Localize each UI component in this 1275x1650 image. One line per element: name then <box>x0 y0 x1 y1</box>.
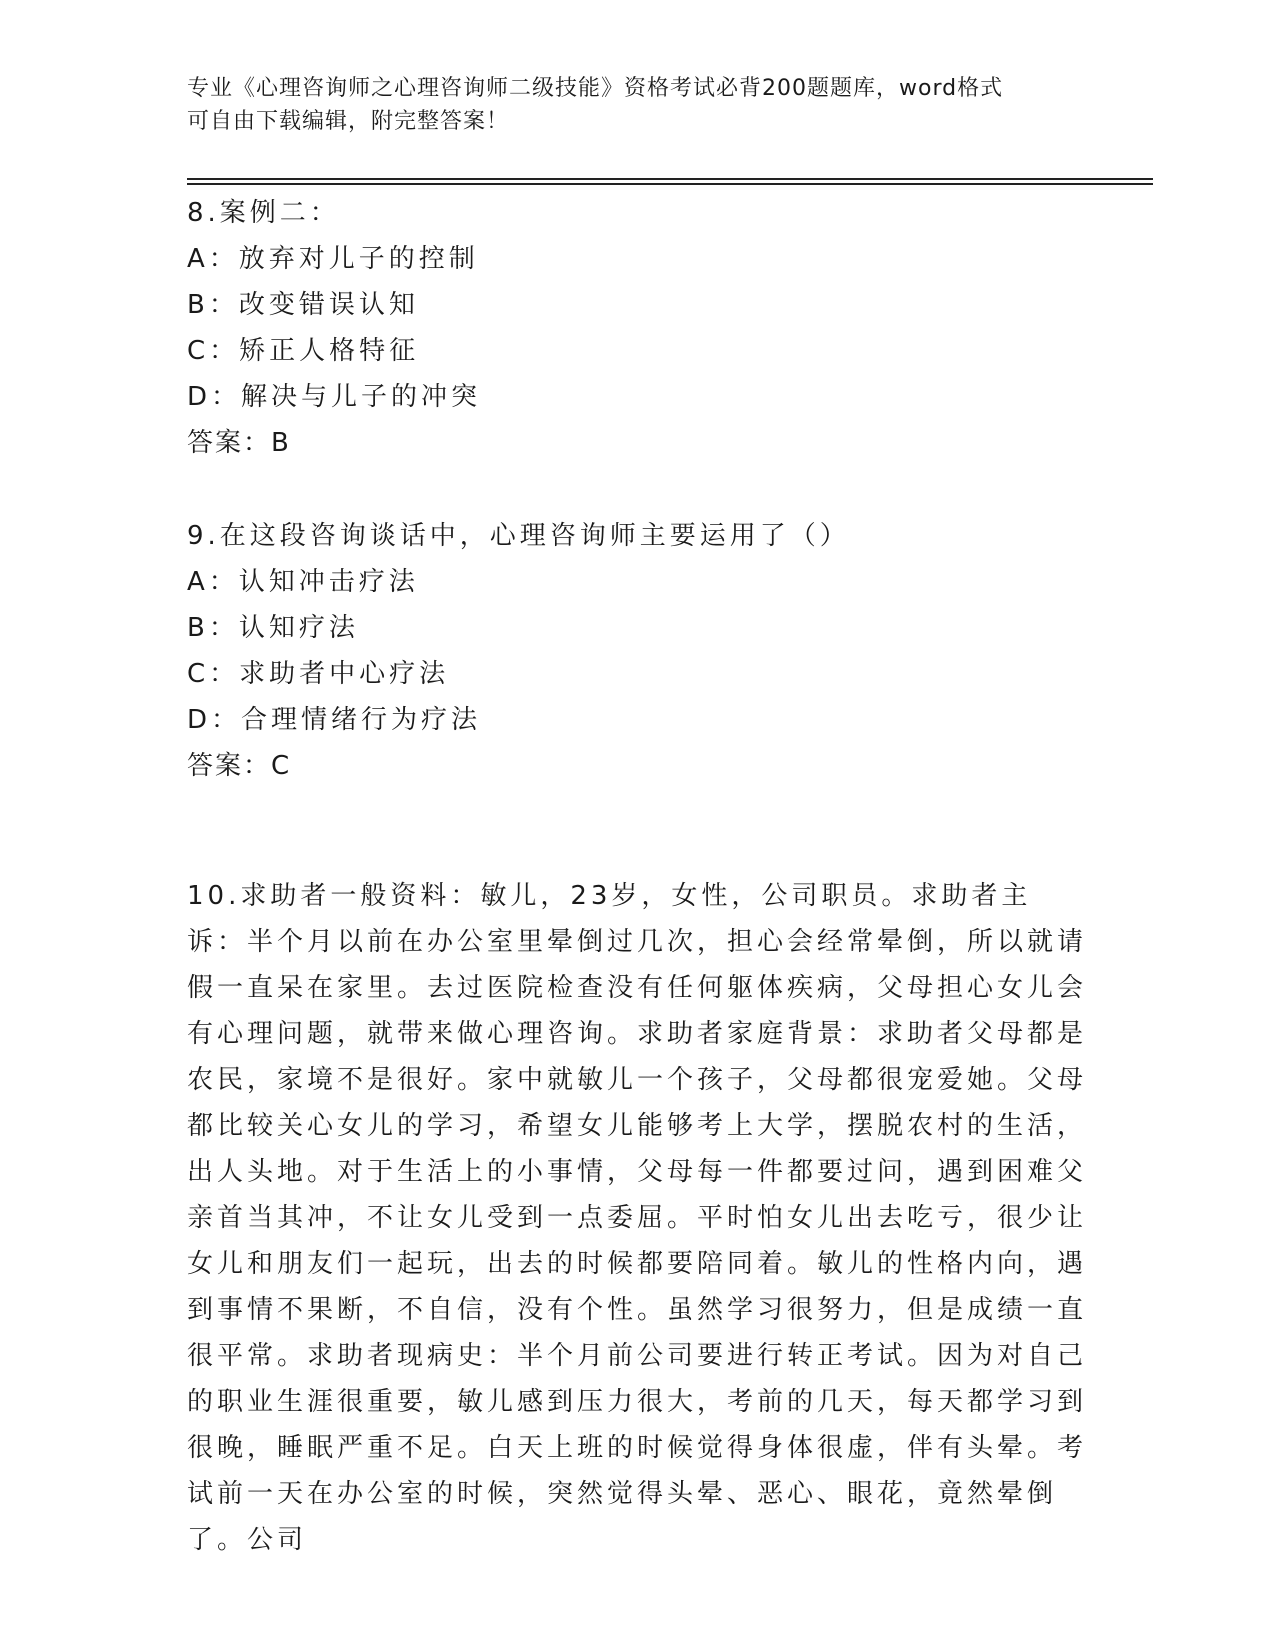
option-b: B：认知疗法 <box>187 613 359 643</box>
option-d: D：合理情绪行为疗法 <box>187 705 482 735</box>
option-b: B：改变错误认知 <box>187 290 419 320</box>
header-divider-bottom <box>187 183 1153 185</box>
header-line-2: 可自由下载编辑，附完整答案！ <box>187 109 510 134</box>
answer-line: 答案：B <box>187 428 291 458</box>
document-body <box>187 190 1088 1555</box>
option-c: C：矫正人格特征 <box>187 336 420 366</box>
header-line-1: 专业《心理咨询师之心理咨询师二级技能》资格考试必背200题题库，word格式 <box>187 76 1004 101</box>
option-a: A：认知冲击疗法 <box>187 567 419 597</box>
question-stem: 8.案例二： <box>187 198 340 228</box>
spacer <box>187 466 1087 513</box>
question-8 <box>187 190 1087 466</box>
option-c: C：求助者中心疗法 <box>187 659 450 689</box>
case-10-paragraph: 10.求助者一般资料：敏儿，23岁，女性，公司职员。求助者主诉：半个月以前在办公室里晕倒过几次，担心会经常晕倒，所以就请假一直呆在家里。去过医院检查没有任何躯体疾病，父母担心女儿会有心理问题，就带来做心理咨询。求助者家庭背景：求助者父母都是农民，家境不是很好。家中就敏儿一个孩子，父母都很宠爱她。父母都比较关心女儿的学习，希望女儿能够考上大学，摆脱农村的生活，出人头地。对于生活上的小事情，父母每一件都要过问，遇到困难父亲首当其冲，不让女儿受到一点委屈。平时怕女儿出去吃亏，很少让女儿和朋友们一起玩，出去的时候都要陪同着。敏儿的性格内向，遇到事情不果断，不自信，没有个性。虽然学习很努力，但是成绩一直很平常。求助者现病史：半个月前公司要进行转正考试。因为对自己的职业生涯很重要，敏儿感到压力很大，考前的几天，每天都学习到很晚，睡眠严重不足。白天上班的时候觉得身体很虚，伴有头晕。考试前一天在办公室的时候，突然觉得头晕、恶心、眼花，竟然晕倒了。公司 <box>187 881 1088 1555</box>
option-a: A：放弃对儿子的控制 <box>187 244 479 274</box>
option-d: D：解决与儿子的冲突 <box>187 382 482 412</box>
question-9 <box>187 513 1087 789</box>
answer-line: 答案：C <box>187 751 292 781</box>
spacer <box>187 789 1087 873</box>
question-stem: 9.在这段咨询谈话中，心理咨询师主要运用了（） <box>187 521 850 551</box>
document-header <box>187 72 1087 138</box>
header-divider-top <box>187 178 1153 180</box>
